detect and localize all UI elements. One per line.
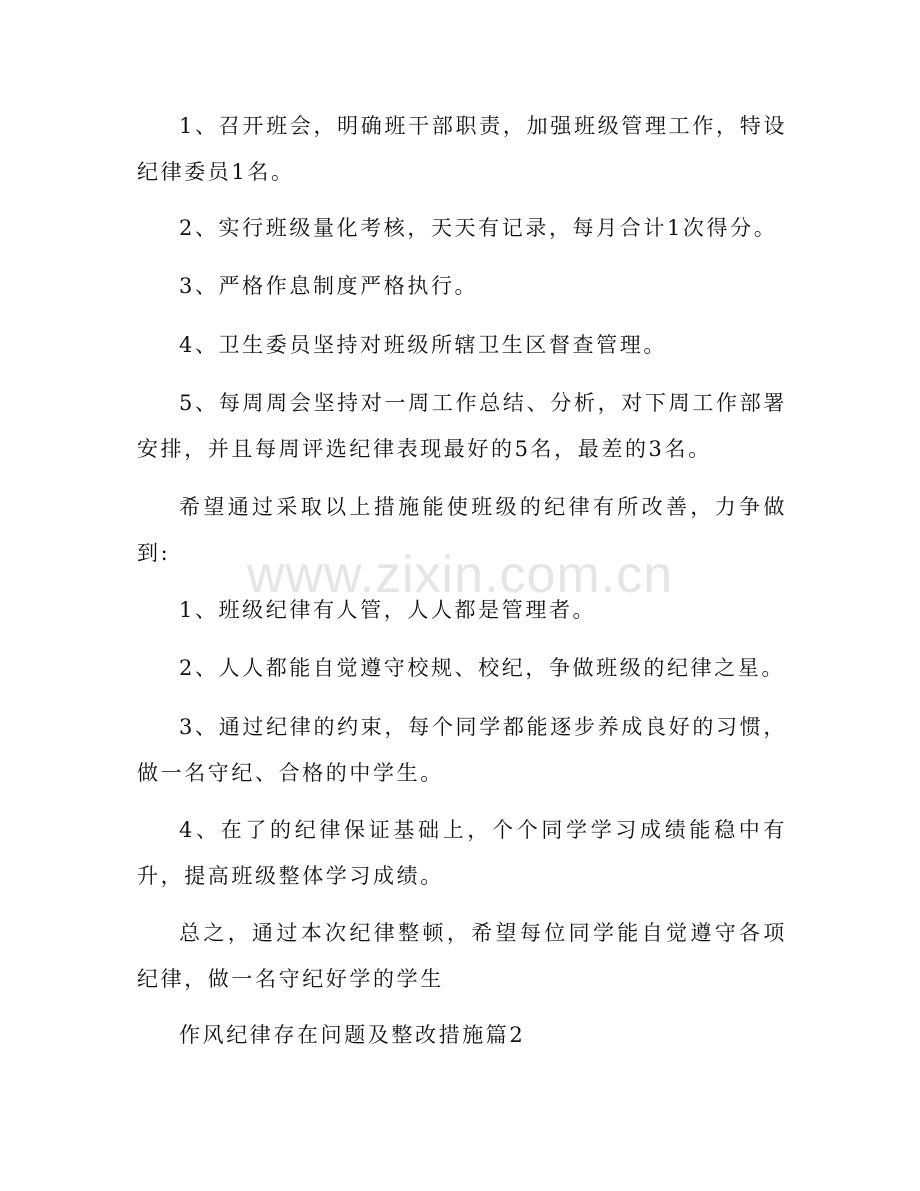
paragraph-goal-4: 4、在了的纪律保证基础上，个个同学学习成绩能稳中有升，提高班级整体学习成绩。 [137, 818, 787, 888]
paragraph-goal-intro: 希望通过采取以上措施能使班级的纪律有所改善，力争做到: [137, 495, 787, 565]
section-heading: 作风纪律存在问题及整改措施篇2 [179, 1023, 526, 1047]
paragraph-measure-4: 4、卫生委员坚持对班级所辖卫生区督查管理。 [179, 333, 667, 357]
paragraph-goal-3: 3、通过纪律的约束，每个同学都能逐步养成良好的习惯，做一名守纪、合格的中学生。 [137, 715, 787, 785]
paragraph-goal-2: 2、人人都能自觉遵守校规、校纪，争做班级的纪律之星。 [179, 656, 785, 680]
paragraph-measure-5: 5、每周周会坚持对一周工作总结、分析，对下周工作部署安排，并且每周评选纪律表现最好的5名，最差的3名。 [137, 391, 787, 461]
paragraph-conclusion: 总之，通过本次纪律整顿，希望每位同学能自觉遵守各项纪律，做一名守纪好学的学生 [137, 921, 787, 991]
paragraph-measure-1: 1、召开班会，明确班干部职责，加强班级管理工作，特设纪律委员1名。 [137, 114, 787, 184]
paragraph-measure-2: 2、实行班级量化考核，天天有记录，每月合计1次得分。 [179, 216, 778, 240]
watermark: www.zixin.com.cn [246, 546, 674, 604]
paragraph-goal-1: 1、班级纪律有人管，人人都是管理者。 [179, 598, 597, 622]
paragraph-measure-3: 3、严格作息制度严格执行。 [179, 274, 479, 298]
